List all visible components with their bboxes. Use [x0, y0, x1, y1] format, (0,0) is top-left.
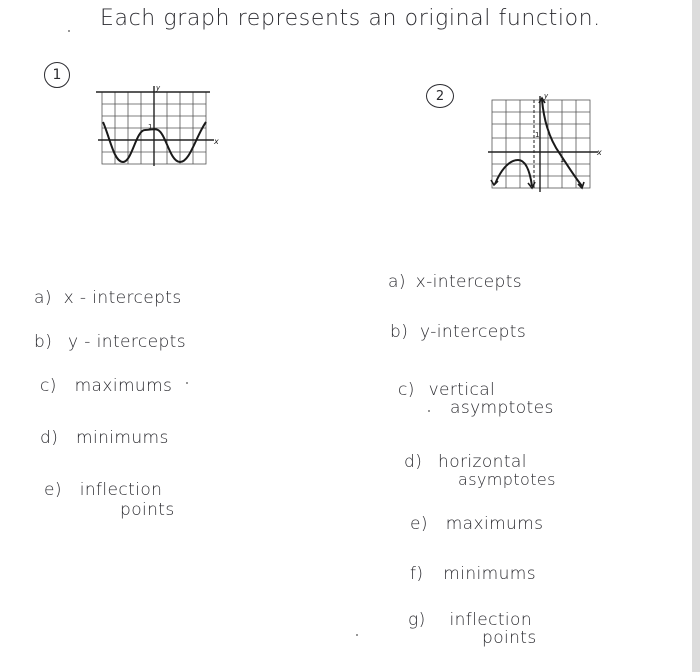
graph-2-question-g [408, 610, 532, 630]
question-text: horizontal [438, 452, 527, 472]
graph-2-y-label: y [544, 92, 549, 100]
worksheet-title: Each graph represents an original function. [100, 6, 601, 31]
question-text: inflection [449, 610, 533, 630]
graph-1-question-c [40, 376, 172, 396]
question-text: inflection [79, 480, 163, 500]
question-text: maximums [445, 514, 544, 534]
graph-2-tick-label-x: 1 [560, 156, 565, 164]
graph-1-question-b [34, 332, 186, 352]
scan-edge [692, 0, 700, 672]
graph-2 [486, 92, 606, 196]
graph-2-question-c-line2: asymptotes [450, 398, 554, 418]
question-letter: e) [410, 514, 428, 534]
question-text: x-intercepts [415, 272, 523, 292]
question-text: minimums [443, 564, 536, 584]
graph-2-number: 2 [426, 84, 454, 108]
graph-1-question-e [44, 480, 162, 500]
graph-2-grid [492, 100, 590, 188]
question-letter: f) [410, 564, 424, 584]
question-letter: c) [398, 380, 415, 400]
question-text: y - intercepts [68, 332, 187, 352]
graph-1-question-e-line2: points [120, 500, 175, 520]
question-letter: c) [40, 376, 57, 396]
question-letter: g) [408, 610, 426, 630]
question-letter: e) [44, 480, 62, 500]
graph-2-question-g-line2: points [482, 628, 537, 648]
graph-1-x-label: x [214, 137, 219, 146]
graph-2-x-label: x [597, 148, 602, 157]
question-letter: d) [404, 452, 423, 472]
question-letter: a) [388, 272, 406, 292]
scan-speck [68, 30, 70, 32]
graph-1-tick-label: 1 [148, 123, 153, 131]
scan-speck [186, 382, 188, 384]
question-letter: b) [34, 332, 53, 352]
graph-2-question-f [410, 564, 536, 584]
question-letter: a) [34, 288, 52, 308]
question-text: maximums [74, 376, 173, 396]
scan-speck [428, 410, 430, 412]
graph-2-question-a [388, 272, 522, 292]
question-text: minimums [76, 428, 169, 448]
graph-1 [96, 78, 226, 174]
graph-2-question-d-line2: asymptotes [458, 470, 556, 489]
graph-2-question-b [390, 322, 526, 342]
question-letter: b) [390, 322, 409, 342]
question-text: vertical [428, 380, 496, 400]
scan-speck [356, 634, 358, 636]
graph-2-question-d [404, 452, 527, 472]
question-text: y-intercepts [420, 322, 527, 342]
graph-1-y-label: y [156, 84, 161, 92]
graph-1-question-a [34, 288, 182, 308]
graph-2-question-c [398, 380, 495, 400]
graph-2-question-e [410, 514, 543, 534]
graph-1-number: 1 [44, 62, 70, 88]
graph-2-tick-label-y: 1 [535, 131, 540, 139]
question-text: x - intercepts [63, 288, 182, 308]
graph-1-question-d [40, 428, 169, 448]
question-letter: d) [40, 428, 59, 448]
